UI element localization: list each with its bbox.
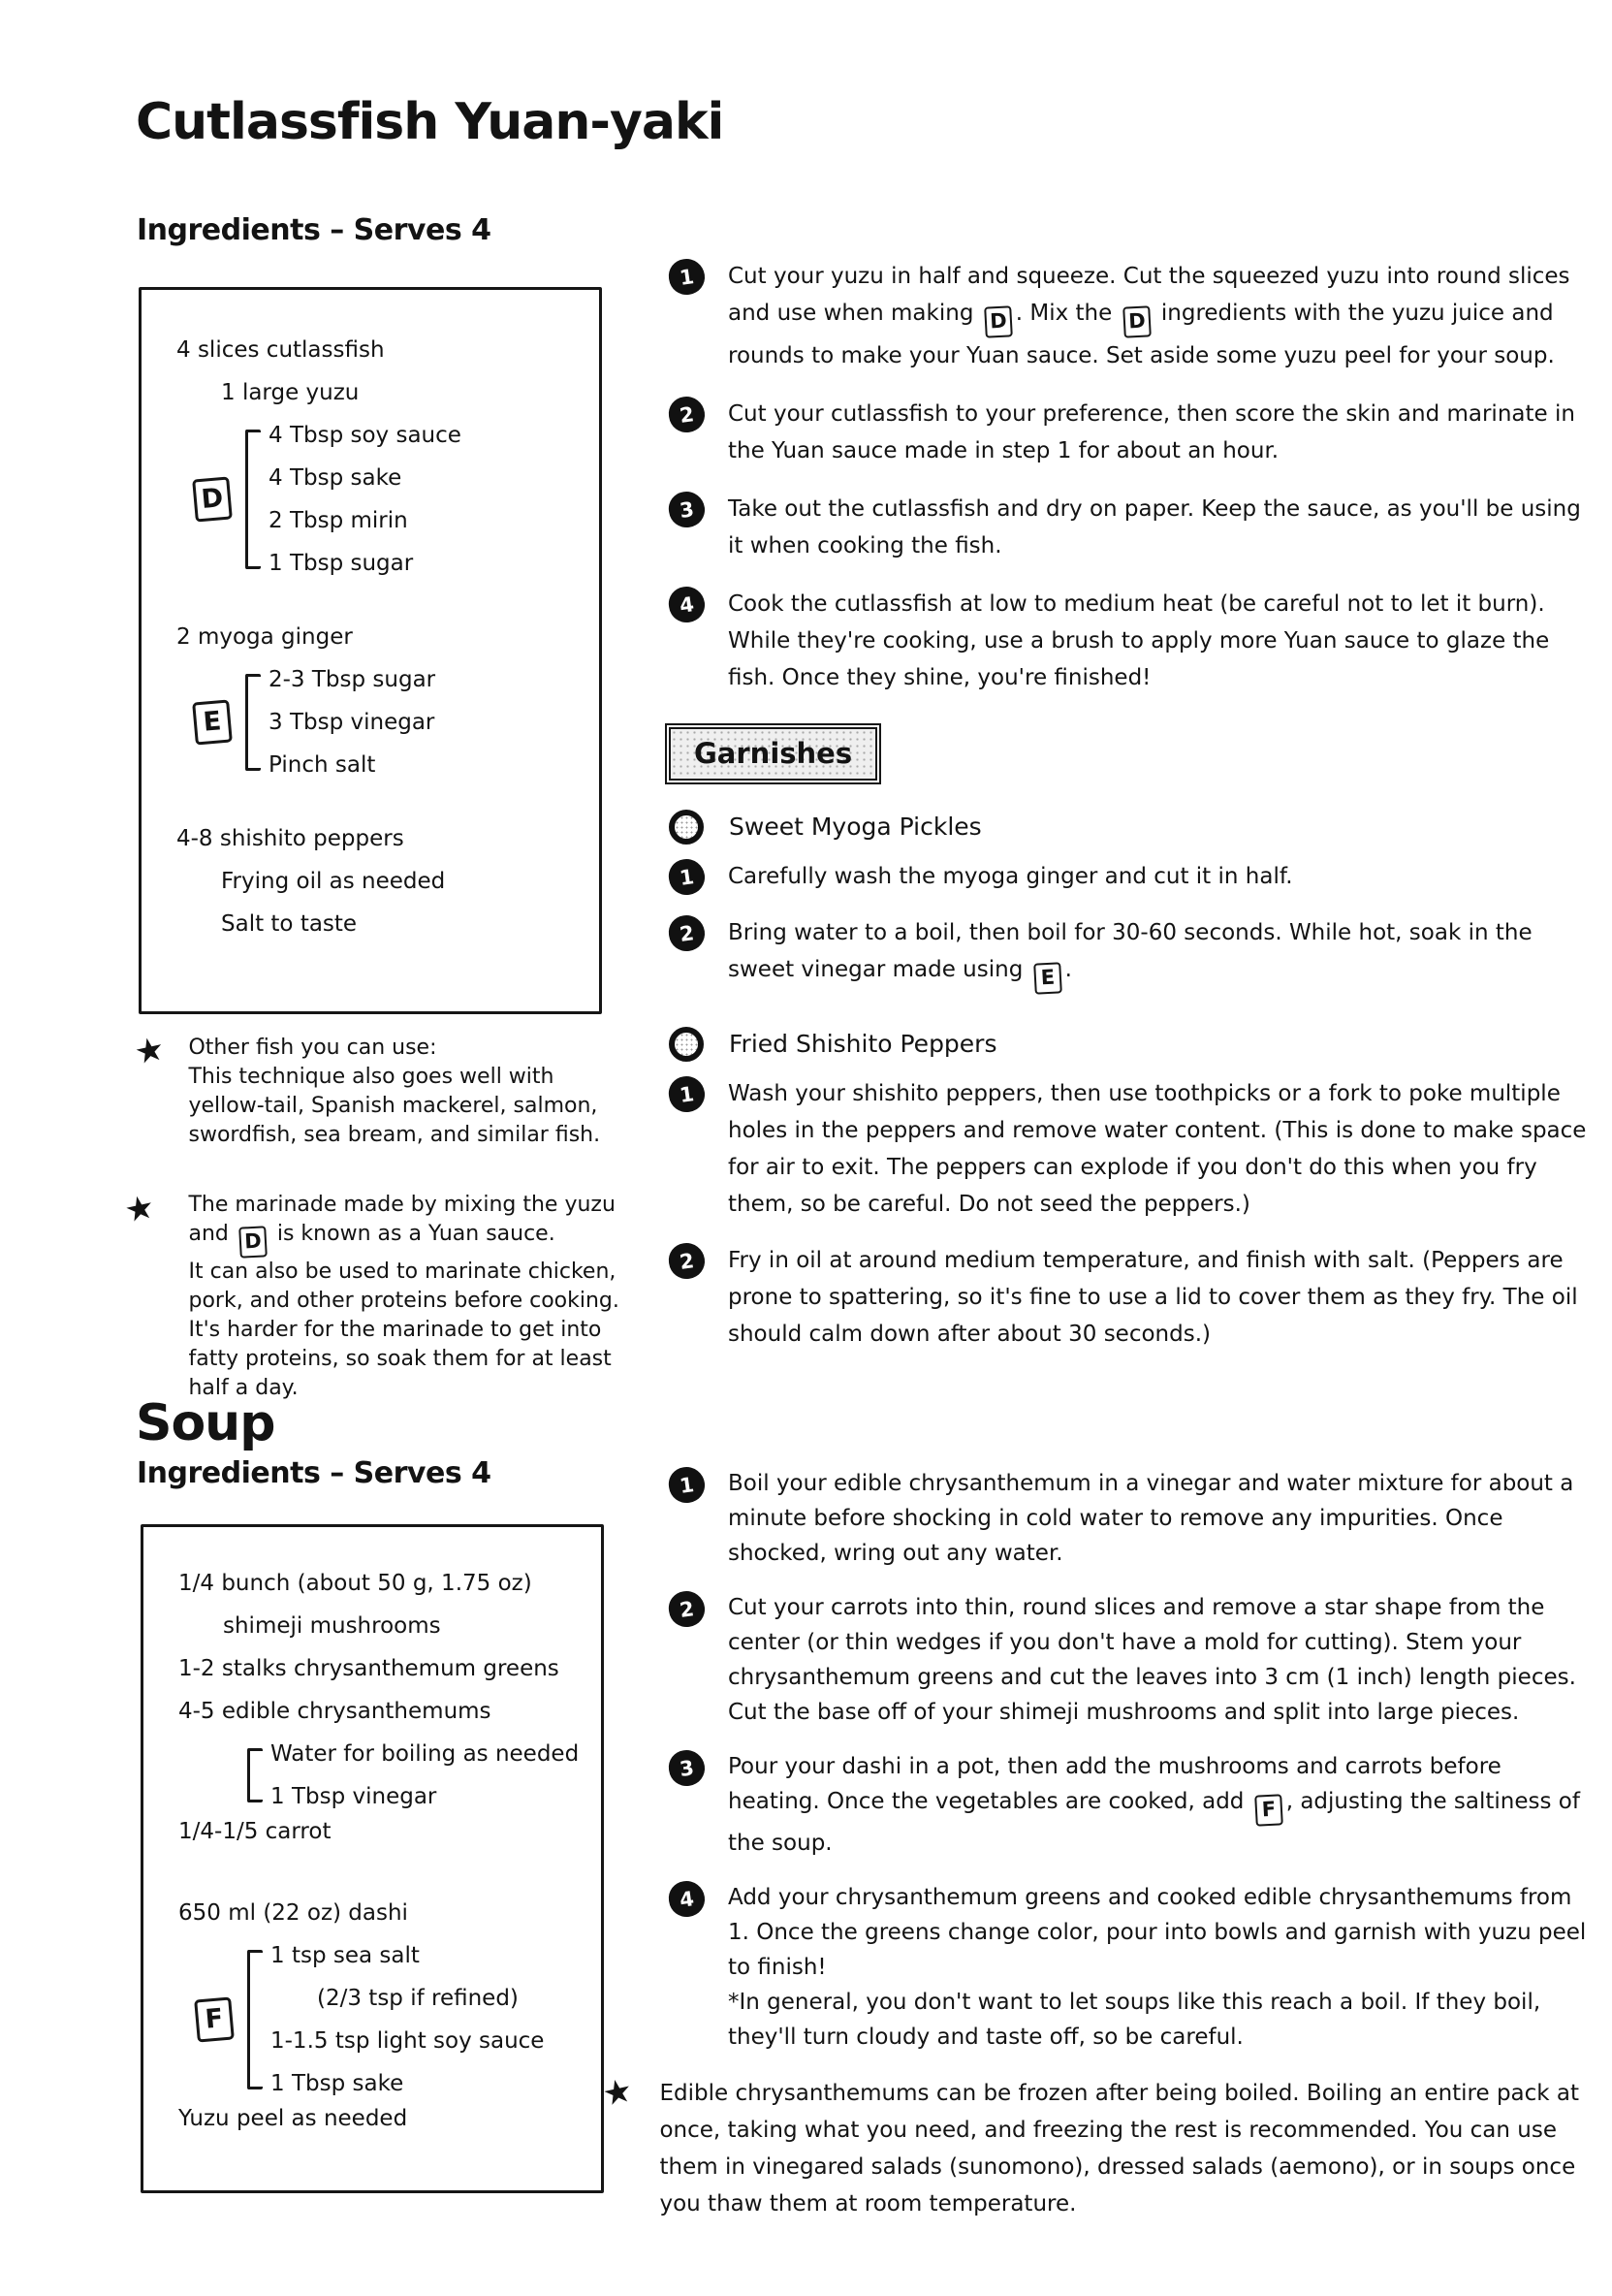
spacer (178, 1861, 591, 1899)
group-e-label: E (192, 699, 233, 745)
star-icon: ★ (120, 1187, 159, 1231)
step-number-badge: 2 (667, 395, 708, 435)
step-item (669, 1242, 1604, 1353)
ingredient-line: 1 large yuzu (221, 380, 360, 405)
step-text: Take out the cutlassfish and dry on paper. Keep the sauce, as you'll be using it when cooking the fish. (728, 496, 1581, 558)
ingredient-line: Salt to taste (221, 911, 358, 937)
spacer (669, 781, 1604, 810)
ingredient-group-f (196, 1942, 591, 2097)
step-number-badge: 2 (667, 1241, 708, 1282)
ingredient-line: 1/4-1/5 carrot (178, 1819, 332, 1844)
ingredient-line: 1-1.5 tsp light soy sauce (270, 2028, 545, 2054)
step-number-badge: 2 (667, 913, 708, 954)
ingredient-line: 1-2 stalks chrysanthemum greens (178, 1656, 559, 1681)
star-icon: ★ (598, 2070, 637, 2116)
soup-ingredients-heading: Ingredients – Serves 4 (137, 1456, 491, 1490)
ingredient-line: 4-8 shishito peppers (176, 826, 404, 851)
step-item (669, 1590, 1604, 1730)
ingredient-line: 4 Tbsp sake (269, 465, 402, 491)
step-number-badge: 4 (667, 1879, 708, 1920)
step-text: Add your chrysanthemum greens and cooked edible chrysanthemums from 1. Once the greens change color, pour into bowls and garnish with yuzu peel to finish! *In general, you don't want to let soups like this reach a boil. If they boil, they'll turn cloudy and taste off, so be careful. (728, 1885, 1587, 2050)
ingredient-line: 1 Tbsp sake (270, 2071, 404, 2096)
circle-bullet-icon (669, 810, 704, 845)
step-number-badge: 1 (667, 857, 708, 898)
step-number-badge: 3 (667, 490, 708, 530)
step-item (669, 586, 1604, 696)
soup-ingredients-box (141, 1524, 604, 2193)
step-text: Cook the cutlassfish at low to medium heat (be careful not to let it burn). While they're cooking, use a brush to apply more Yuan sauce to glaze the fish. Once they shine, you're finished! (728, 591, 1550, 690)
ingredient-line: Frying oil as needed (221, 869, 446, 894)
ingredient-line: 2 myoga ginger (176, 624, 353, 650)
step-text: Boil your edible chrysanthemum in a vinegar and water mixture for about a minute before shocking in cold water to remove any impurities. Once shocked, wring out any water. (728, 1471, 1574, 1566)
circle-bullet-icon (669, 1027, 704, 1062)
step-text: Bring water to a boil, then boil for 30-60 seconds. While hot, soak in the sweet vinegar made using E . (728, 914, 1591, 994)
step-item (669, 914, 1604, 994)
step-number-badge: 2 (667, 1589, 708, 1630)
step-text: Pour your dashi in a pot, then add the mushrooms and carrots before heating. Once the vegetables are cooked, add F , adjusting the saltiness of the soup. (728, 1754, 1580, 1856)
recipe-title: Cutlassfish Yuan-yaki (136, 93, 724, 151)
ingredient-line: 3 Tbsp vinegar (269, 710, 435, 735)
step-number-badge: 1 (667, 257, 708, 298)
note-other-fish (131, 1029, 633, 1150)
soup-title: Soup (136, 1394, 275, 1452)
ingredient-line: 2 Tbsp mirin (269, 508, 408, 533)
ingredient-line: 1/4 bunch (about 50 g, 1.75 oz) (178, 1571, 532, 1596)
garnish-section-title (669, 1027, 1604, 1062)
group-d-ref: D (238, 1226, 268, 1258)
ingredient-line: 650 ml (22 oz) dashi (178, 1900, 408, 1926)
note-yuan-sauce (120, 1187, 633, 1403)
ingredient-line: Water for boiling as needed (270, 1741, 580, 1767)
ingredient-line: 1 Tbsp sugar (269, 551, 414, 576)
group-d-ref: D (1122, 305, 1152, 337)
star-icon: ★ (131, 1029, 169, 1073)
group-water-bracket (247, 1740, 579, 1810)
garnish-section-title (669, 810, 1604, 845)
step-item (669, 396, 1604, 469)
ingredient-group-e (194, 666, 589, 779)
garnish-title-text: Fried Shishito Peppers (729, 1030, 997, 1058)
note-text: Edible chrysanthemums can be frozen after being boiled. Boiling an entire pack at once, taking what you need, and freezing the rest is recommended. You can use them in vinegared salads (sunomono), dressed salads (aemono), or in soups once you thaw them at room temperature. (659, 2081, 1580, 2216)
note-freezing (598, 2070, 1594, 2222)
garnishes-header: Garnishes (669, 727, 877, 781)
soup-steps-list (669, 1466, 1604, 2074)
step-number-badge: 1 (667, 1465, 708, 1506)
ingredient-group-water (196, 1740, 591, 1810)
step-number-badge: 3 (667, 1748, 708, 1789)
group-e-bracket (245, 666, 435, 779)
ingredient-line: 1 Tbsp vinegar (270, 1784, 437, 1809)
garnish-title-text: Sweet Myoga Pickles (729, 813, 982, 841)
step-item (669, 258, 1604, 374)
ingredient-line: 4 slices cutlassfish (176, 337, 385, 363)
main-ingredients-box (139, 287, 602, 1014)
step-number-badge: 1 (667, 1074, 708, 1115)
step-text: Wash your shishito peppers, then use toothpicks or a fork to poke multiple holes in the peppers and remove water content. (This is done to make space for air to exit. The peppers can explode if you don't do this when you fry them, so be careful. Do not seed the peppers.) (728, 1081, 1587, 1217)
step-text: Carefully wash the myoga ginger and cut it in half. (728, 864, 1293, 889)
group-d-label: D (192, 476, 233, 522)
group-d-ref: D (984, 305, 1013, 337)
step-item (669, 1749, 1604, 1861)
ingredient-line: Yuzu peel as needed (178, 2106, 408, 2131)
step-text: Fry in oil at around medium temperature, and finish with salt. (Peppers are prone to spattering, so it's fine to use a lid to cover them as they fry. The oil should calm down after about 30 seconds.) (728, 1248, 1578, 1347)
step-item (669, 1466, 1604, 1571)
garnishes-section (669, 727, 1604, 1372)
main-ingredients-heading: Ingredients – Serves 4 (137, 213, 491, 247)
ingredient-line: (2/3 tsp if refined) (317, 1986, 519, 2011)
spacer (176, 786, 589, 825)
step-text: Cut your yuzu in half and squeeze. Cut the squeezed yuzu into round slices and use when making D . Mix the D ingredients with the yuzu juice and rounds to make your Yuan sauce. Set aside some yuzu peel for your soup. (728, 264, 1570, 368)
note-text: The marinade made by mixing the yuzu and D is known as a Yuan sauce. It can also be used to marinate chicken, pork, and other proteins before cooking. It's harder for the marinade to get into fatty proteins, so soak them for at least half a day. (188, 1193, 619, 1400)
step-text: Cut your carrots into thin, round slices and remove a star shape from the center (or thin wedges if you don't have a mold for cutting). Stem your chrysanthemum greens and cut the leaves into 3 cm (1 inch) length pieces. Cut the base off of your shimeji mushrooms and split into large pieces. (728, 1595, 1576, 1725)
step-text: Cut your cutlassfish to your preference, then score the skin and marinate in the Yuan sauce made in step 1 for about an hour. (728, 401, 1575, 463)
ingredient-line: Pinch salt (269, 752, 376, 778)
step-item (669, 491, 1604, 564)
step-number-badge: 4 (667, 585, 708, 625)
ingredient-group-d (194, 422, 589, 577)
group-f-bracket (247, 1942, 544, 2097)
step-item (669, 858, 1604, 895)
spacer (176, 585, 589, 623)
ingredient-line: 4-5 edible chrysanthemums (178, 1699, 491, 1724)
step-item (669, 1075, 1604, 1223)
group-e-ref: E (1033, 962, 1062, 994)
ingredient-line: 1 tsp sea salt (270, 1943, 420, 1968)
ingredient-line: shimeji mushrooms (223, 1613, 441, 1639)
step-item (669, 1880, 1604, 2055)
ingredient-line: 2-3 Tbsp sugar (269, 667, 436, 692)
main-steps-list (669, 258, 1604, 718)
group-f-ref: F (1254, 1794, 1283, 1826)
ingredient-line: 4 Tbsp soy sauce (269, 423, 461, 448)
group-f-label: F (194, 1996, 235, 2042)
note-text: Other fish you can use: This technique also goes well with yellow-tail, Spanish mackerel, salmon, swordfish, sea bream, and similar fish. (188, 1036, 601, 1147)
group-d-bracket (245, 422, 461, 577)
